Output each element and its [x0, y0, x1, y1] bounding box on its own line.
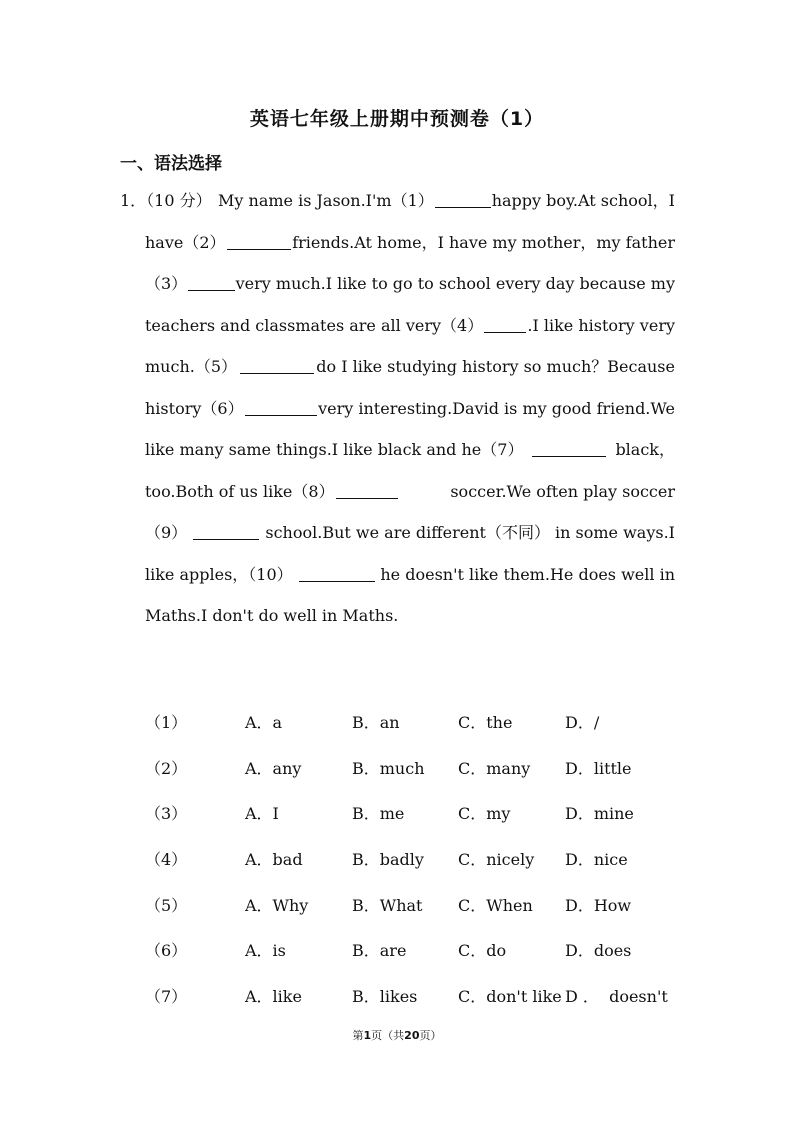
passage-line: like many same things.I like black and he（7） black，	[145, 440, 675, 459]
option-row	[145, 848, 705, 872]
answer-blank[interactable]	[484, 315, 526, 333]
option-d[interactable]: D．/	[565, 713, 600, 732]
option-b[interactable]: B．What	[352, 896, 423, 915]
option-number: （4）	[145, 850, 188, 869]
passage-line: teachers and classmates are all very（4） .I like history very	[145, 316, 675, 335]
page-footer: 第1页（共20页）	[352, 1029, 442, 1042]
section-heading: 一、语法选择	[120, 154, 222, 174]
answer-blank[interactable]	[227, 232, 292, 250]
passage-line: Maths.I don't do well in Maths.	[145, 606, 399, 625]
option-c[interactable]: C．the	[458, 713, 513, 732]
option-a[interactable]: A．I	[245, 804, 279, 823]
option-c[interactable]: C．do	[458, 941, 507, 960]
option-c[interactable]: C．When	[458, 896, 533, 915]
option-b[interactable]: B．much	[352, 759, 425, 778]
option-a[interactable]: A．bad	[245, 850, 303, 869]
option-row	[145, 711, 705, 735]
page-number: 1	[363, 1029, 372, 1042]
passage-line: like apples，（10） he doesn't like them.He does well in	[145, 565, 675, 584]
option-b[interactable]: B．are	[352, 941, 407, 960]
passage-line: much.（5） do I like studying history so much？Because	[145, 357, 675, 376]
option-number: （3）	[145, 804, 188, 823]
option-b[interactable]: B．me	[352, 804, 405, 823]
option-a[interactable]: A．any	[245, 759, 302, 778]
page-total: 20	[404, 1029, 420, 1042]
option-a[interactable]: A．a	[245, 713, 283, 732]
option-number: （5）	[145, 896, 188, 915]
option-d[interactable]: D．little	[565, 759, 632, 778]
option-b[interactable]: B．likes	[352, 987, 418, 1006]
option-row	[145, 939, 705, 963]
option-a[interactable]: A．is	[245, 941, 286, 960]
option-b[interactable]: B．badly	[352, 850, 424, 869]
option-a[interactable]: A．Why	[245, 896, 309, 915]
option-number: （6）	[145, 941, 188, 960]
page-title: 英语七年级上册期中预测卷（1）	[249, 108, 545, 130]
answer-blank[interactable]	[299, 564, 375, 582]
passage-line: （9） school.But we are different（不同） in some ways.I	[145, 523, 675, 542]
option-row	[145, 985, 705, 1009]
passage-line: have（2） friends.At home，I have my mother，my father	[145, 233, 675, 252]
option-c[interactable]: C．don't like	[458, 987, 562, 1006]
option-a[interactable]: A．like	[245, 987, 302, 1006]
option-d[interactable]: D．mine	[565, 804, 634, 823]
answer-blank[interactable]	[435, 190, 491, 208]
passage-line: history（6） very interesting.David is my good friend.We	[145, 399, 675, 418]
option-c[interactable]: C．my	[458, 804, 511, 823]
question-number: 1．（10 分）	[120, 191, 212, 210]
option-row	[145, 894, 705, 918]
answer-blank[interactable]	[193, 522, 259, 540]
answer-blank[interactable]	[336, 481, 399, 499]
answer-blank[interactable]	[240, 356, 314, 374]
option-number: （7）	[145, 987, 188, 1006]
passage-line: too.Both of us like（8） soccer.We often play soccer	[145, 482, 675, 501]
passage-line: My name is Jason.I'm（1） happy boy.At school，I	[218, 191, 675, 210]
passage-line: （3） very much.I like to go to school every day because my	[145, 274, 675, 293]
option-row	[145, 802, 705, 826]
option-c[interactable]: C．many	[458, 759, 531, 778]
option-d[interactable]: D．does	[565, 941, 632, 960]
option-b[interactable]: B．an	[352, 713, 400, 732]
option-d[interactable]: D ． doesn't	[565, 987, 668, 1006]
option-d[interactable]: D．How	[565, 896, 632, 915]
answer-blank[interactable]	[188, 273, 234, 291]
option-number: （2）	[145, 759, 188, 778]
option-number: （1）	[145, 713, 188, 732]
option-c[interactable]: C．nicely	[458, 850, 535, 869]
answer-blank[interactable]	[245, 398, 318, 416]
option-row	[145, 757, 705, 781]
option-d[interactable]: D．nice	[565, 850, 628, 869]
answer-blank[interactable]	[532, 439, 606, 457]
